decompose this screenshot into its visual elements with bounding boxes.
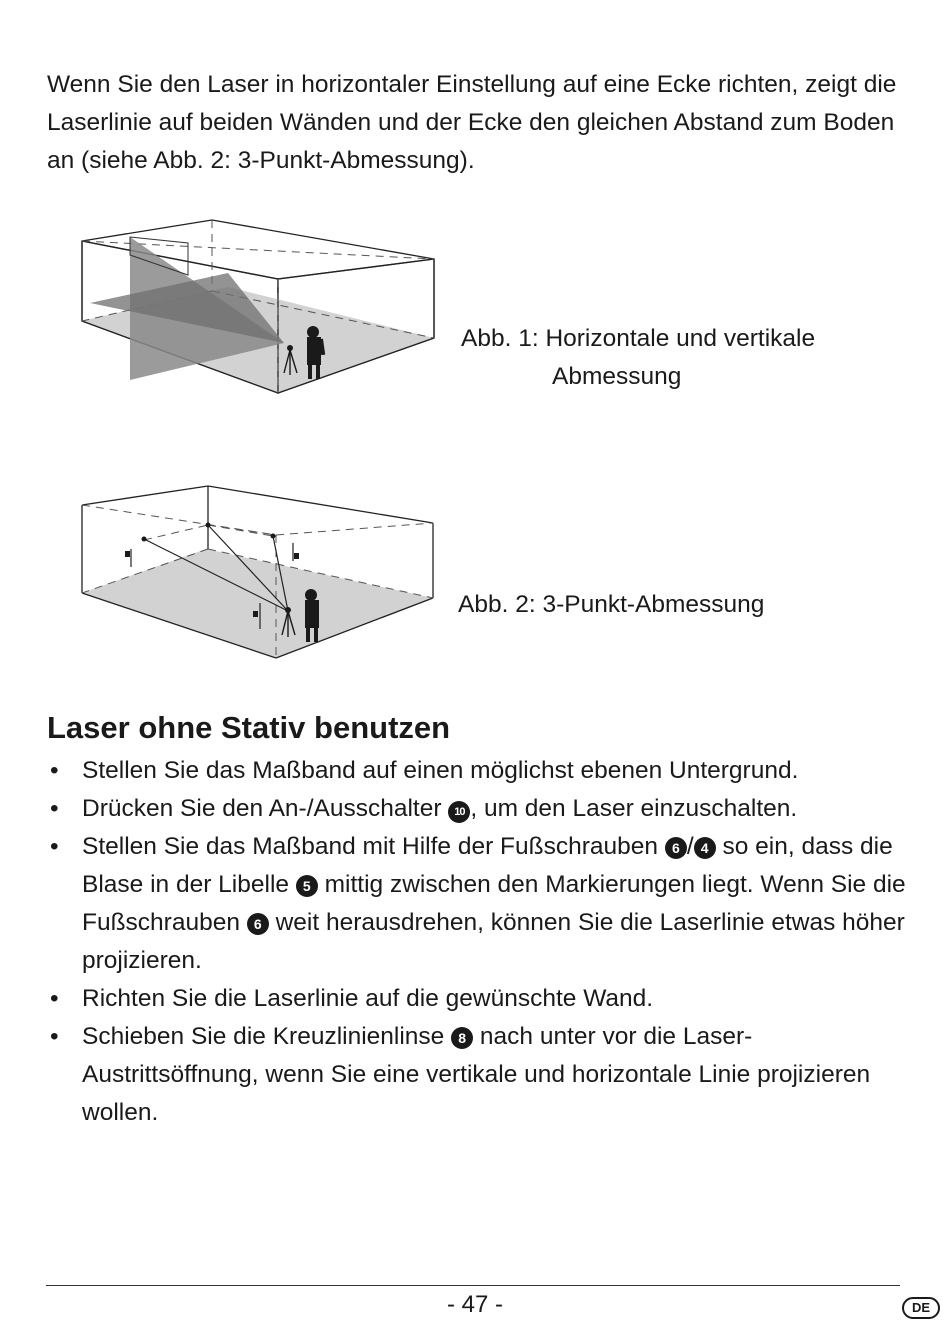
step-text: Schieben Sie die Kreuzlinienlinse [82, 1023, 452, 1050]
figure-1-label: Abb. 1: [461, 325, 539, 352]
list-item [47, 752, 917, 790]
step-text: Richten Sie die Laserlinie auf die gewünschte Wand. [82, 985, 654, 1012]
figure-1-caption-line2: Abmessung [552, 363, 682, 390]
part-number-badge: 5 [296, 875, 318, 897]
bullet: • [50, 1023, 59, 1050]
figure-1-caption-line1: Horizontale und vertikale [545, 325, 816, 352]
step-text: nach unter vor die Laser-Austrittsöffnung, wenn Sie eine vertikale und horizontale Linie projizieren wollen. [82, 1023, 871, 1126]
section-title: Laser ohne Stativ benutzen [47, 710, 451, 745]
figure-2-caption [458, 586, 764, 624]
figure-1-horizontal-vertical [78, 215, 440, 400]
intro-paragraph: Wenn Sie den Laser in horizontaler Einstellung auf eine Ecke richten, zeigt die Laserlinie auf beiden Wänden und der Ecke den gleichen Abstand zum Boden an (siehe Abb. 2: 3-Punkt-Abmessung). [47, 71, 897, 174]
step-text: Drücken Sie den An-/Ausschalter [82, 795, 449, 822]
figure-2-label: Abb. 2: [458, 591, 536, 618]
step-text: mittig zwischen den Markierungen liegt. Wenn Sie die Fußschrauben [82, 871, 906, 936]
footer-divider [46, 1285, 900, 1286]
step-text: so ein, dass die Blase in der Libelle [82, 833, 893, 898]
list-item [47, 828, 917, 980]
part-number-badge: 6 [247, 913, 269, 935]
bullet: • [50, 985, 59, 1012]
figure-2-caption-line1: 3-Punkt-Abmessung [542, 591, 765, 618]
separator: / [686, 833, 694, 860]
part-number-badge: 10 [448, 801, 470, 823]
list-item [47, 790, 917, 828]
bullet: • [50, 833, 59, 860]
bullet: • [50, 795, 59, 822]
list-item [47, 1018, 917, 1132]
part-number-badge: 6 [665, 837, 687, 859]
language-badge: DE [902, 1297, 940, 1319]
step-text: weit herausdrehen, können Sie die Laserlinie etwas höher projizieren. [82, 909, 905, 974]
list-item [47, 980, 917, 1018]
figure-1-caption [461, 320, 815, 396]
part-number-badge: 8 [451, 1027, 473, 1049]
page-number: - 47 - [446, 1291, 503, 1318]
bullet: • [50, 757, 59, 784]
figure-2-three-point [78, 483, 440, 663]
part-number-badge: 4 [694, 837, 716, 859]
step-text: , um den Laser einzuschalten. [470, 795, 798, 822]
step-text: Stellen Sie das Maßband auf einen möglichst ebenen Untergrund. [82, 757, 799, 784]
step-text: Stellen Sie das Maßband mit Hilfe der Fußschrauben [82, 833, 665, 860]
instruction-list [47, 752, 917, 1132]
